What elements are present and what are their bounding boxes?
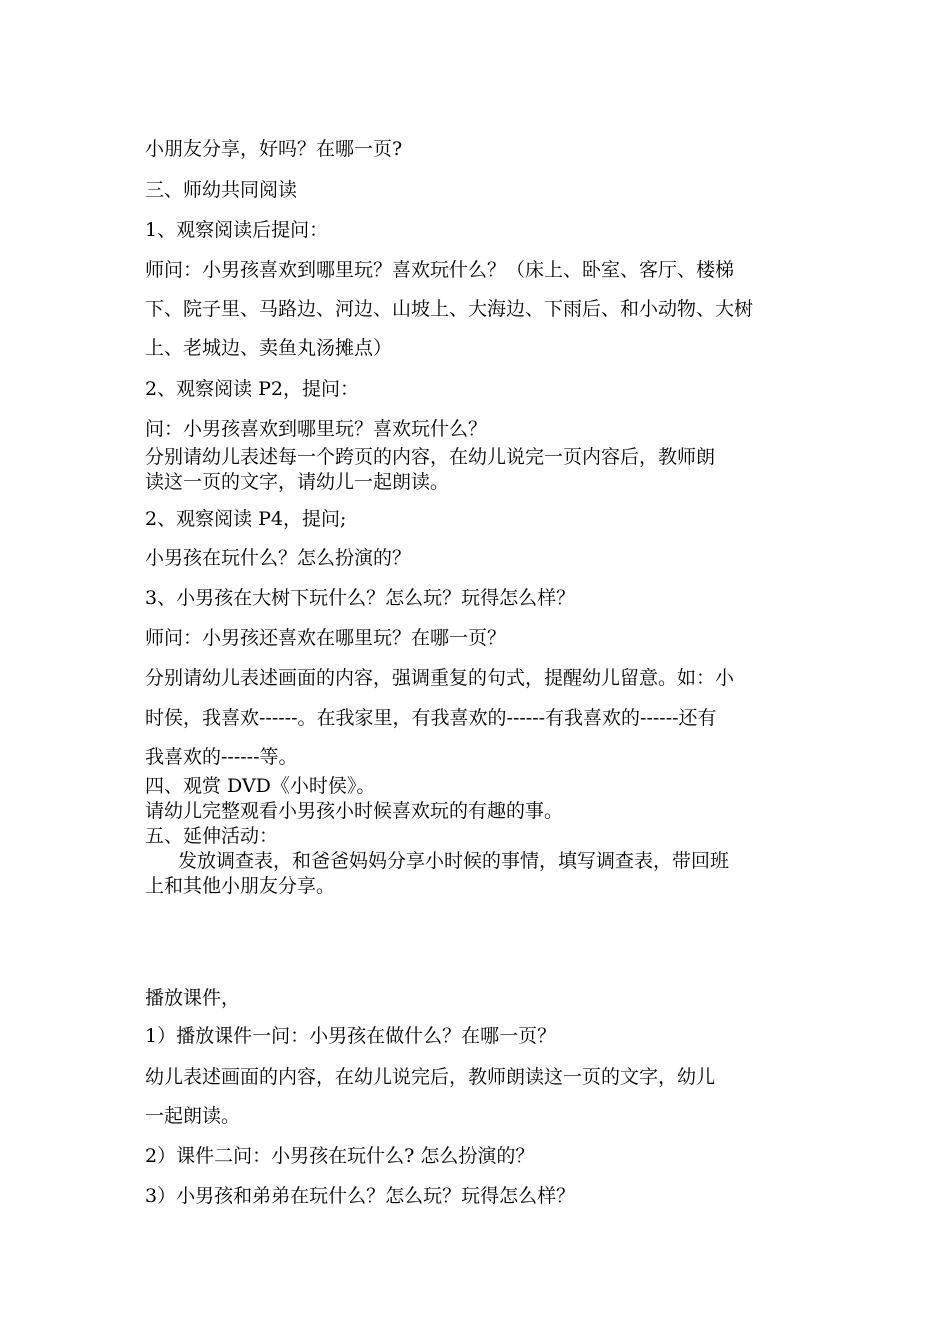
- text-line: 幼儿表述画面的内容，在幼儿说完后，教师朗读这一页的文字，幼儿: [145, 1066, 716, 1088]
- text-line: 发放调查表，和爸爸妈妈分享小时候的事情，填写调查表，带回班: [178, 850, 730, 872]
- text-line: 师问：小男孩还喜欢在哪里玩？在哪一页？: [145, 627, 507, 649]
- text-line: 分别请幼儿表述每一个跨页的内容，在幼儿说完一页内容后，教师朗: [145, 446, 716, 468]
- section-heading: 三、师幼共同阅读: [145, 179, 298, 201]
- text-line: 下、院子里、马路边、河边、山坡上、大海边、下雨后、和小动物、大树: [145, 298, 754, 320]
- text-line: 我喜欢的------等。: [145, 746, 298, 768]
- text-line: 请幼儿完整观看小男孩小时候喜欢玩的有趣的事。: [145, 800, 564, 822]
- text-line: 2）课件二问：小男孩在玩什么? 怎么扮演的？: [145, 1145, 535, 1167]
- text-line: 一起朗读。: [145, 1105, 241, 1127]
- text-line: 播放课件，: [145, 987, 241, 1009]
- section-heading: 四、观赏 DVD《小时侯》。: [145, 775, 376, 797]
- text-line: 2、观察阅读 P2，提问：: [145, 378, 360, 400]
- text-line: 2、观察阅读 P4，提问;: [145, 508, 347, 530]
- text-line: 上和其他小朋友分享。: [145, 875, 336, 897]
- text-line: 3、小男孩在大树下玩什么？怎么玩？玩得怎么样？: [145, 587, 576, 609]
- text-line: 师问：小男孩喜欢到哪里玩？喜欢玩什么？（床上、卧室、客厅、楼梯: [145, 259, 735, 281]
- section-heading: 五、延伸活动：: [145, 825, 279, 847]
- text-line: 1）播放课件一问：小男孩在做什么？在哪一页？: [145, 1025, 557, 1047]
- text-line: 问：小男孩喜欢到哪里玩？喜欢玩什么？: [145, 418, 488, 440]
- text-line: 小男孩在玩什么？怎么扮演的？: [145, 547, 412, 569]
- text-line: 1、观察阅读后提问：: [145, 219, 329, 241]
- text-line: 时侯，我喜欢------。在我家里，有我喜欢的------有我喜欢的------还有: [145, 707, 717, 729]
- text-line: 读这一页的文字，请幼儿一起朗读。: [145, 471, 450, 493]
- text-line: 3）小男孩和弟弟在玩什么？怎么玩？玩得怎么样？: [145, 1185, 576, 1207]
- text-line: 上、老城边、卖鱼丸汤摊点）: [145, 337, 393, 359]
- text-line: 小朋友分享，好吗？在哪一页?: [145, 138, 403, 160]
- text-line: 分别请幼儿表述画面的内容，强调重复的句式，提醒幼儿留意。如：小: [145, 667, 735, 689]
